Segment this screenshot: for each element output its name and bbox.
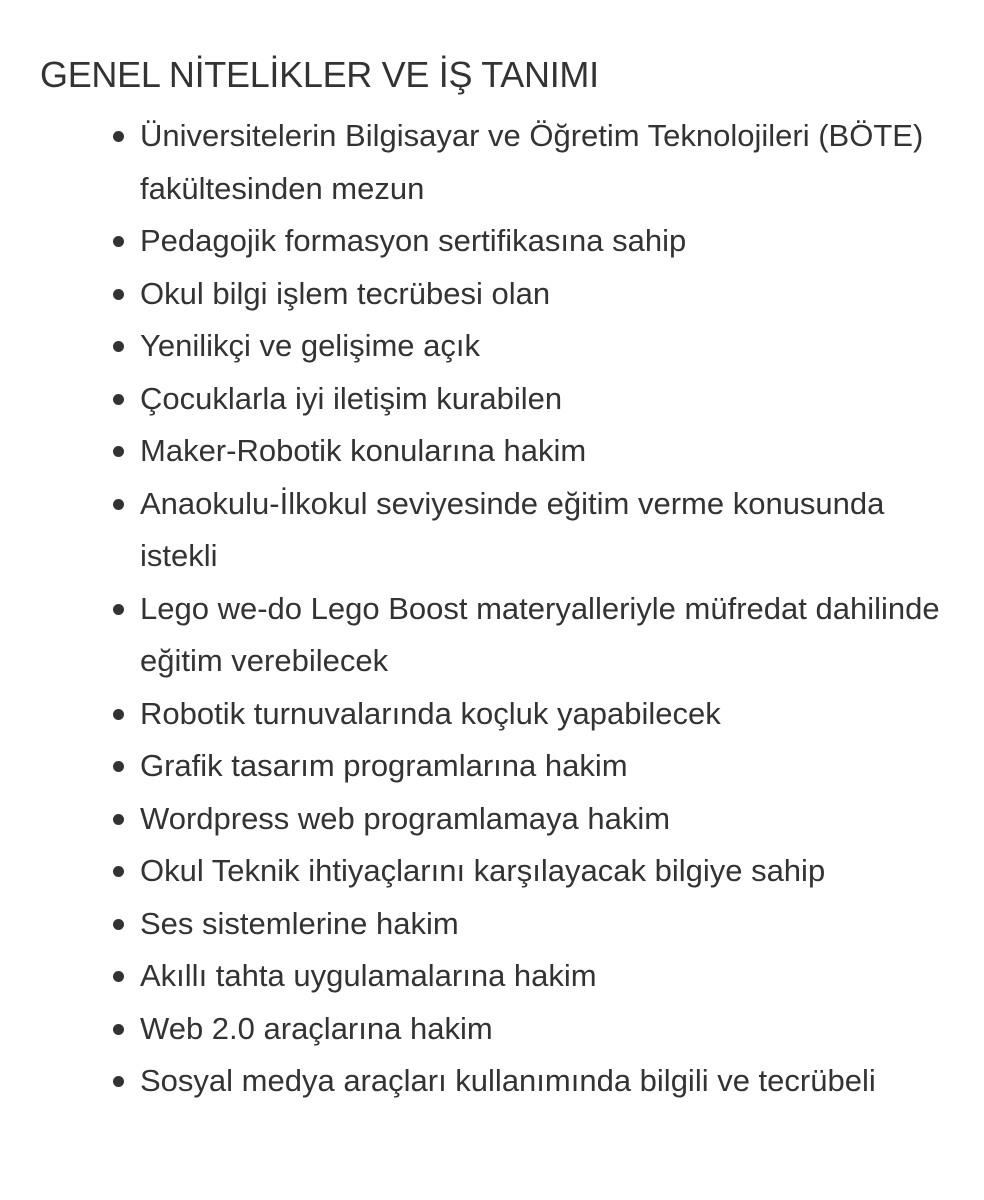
bullet-icon [113,289,124,300]
bullet-icon [113,919,124,930]
list-item [140,110,940,215]
list-item [140,1003,940,1056]
list-item-text: Üniversitelerin Bilgisayar ve Öğretim Teknolojileri (BÖTE) fakültesinden mezun [140,118,924,206]
list-item-text: Grafik tasarım programlarına hakim [140,748,628,783]
list-item-text: Yenilikçi ve gelişime açık [140,328,481,363]
bullet-icon [113,446,124,457]
list-item [140,793,940,846]
bullet-icon [113,131,124,142]
bullet-icon [113,709,124,720]
list-item-text: Sosyal medya araçları kullanımında bilgili ve tecrübeli [140,1063,876,1098]
bullet-icon [113,866,124,877]
bullet-icon [113,604,124,615]
list-item-text: Robotik turnuvalarında koçluk yapabilecek [140,695,721,731]
list-item-text: Web 2.0 araçlarına hakim [140,1010,493,1046]
list-item-text: Lego we-do Lego Boost materyalleriyle müfredat dahilinde eğitim verebilecek [140,590,940,678]
list-item-text: Okul bilgi işlem tecrübesi olan [140,275,551,311]
list-item [140,320,940,373]
bullet-icon [113,971,124,982]
list-item-text: Ses sistemlerine hakim [140,905,459,941]
bullet-icon [113,814,124,825]
qualifications-list [40,110,944,1108]
bullet-icon [113,1076,124,1087]
bullet-icon [113,341,124,352]
list-item [140,373,940,426]
list-item [140,1055,940,1108]
section-title: GENEL NİTELİKLER VE İŞ TANIMI [40,54,599,95]
bullet-icon [113,1024,124,1035]
list-item-text: Wordpress web programlamaya hakim [140,800,671,836]
list-item [140,478,940,583]
list-item [140,845,940,898]
bullet-icon [113,499,124,510]
list-item-text: Okul Teknik ihtiyaçlarını karşılayacak bilgiye sahip [140,853,826,888]
list-item-text: Anaokulu-İlkokul seviyesinde eğitim verme konusunda istekli [140,485,885,573]
bullet-icon [113,394,124,405]
list-item [140,215,940,268]
list-item [140,898,940,951]
list-item-text: Pedagojik formasyon sertifikasına sahip [140,223,687,258]
list-item [140,740,940,793]
list-item-text: Maker-Robotik konularına hakim [140,433,587,468]
list-item [140,583,940,688]
list-item-text: Akıllı tahta uygulamalarına hakim [140,958,597,993]
list-item [140,950,940,1003]
bullet-icon [113,761,124,772]
bullet-icon [113,236,124,247]
list-item [140,425,940,478]
list-item-text: Çocuklarla iyi iletişim kurabilen [140,380,563,416]
list-item [140,688,940,741]
list-item [140,268,940,321]
